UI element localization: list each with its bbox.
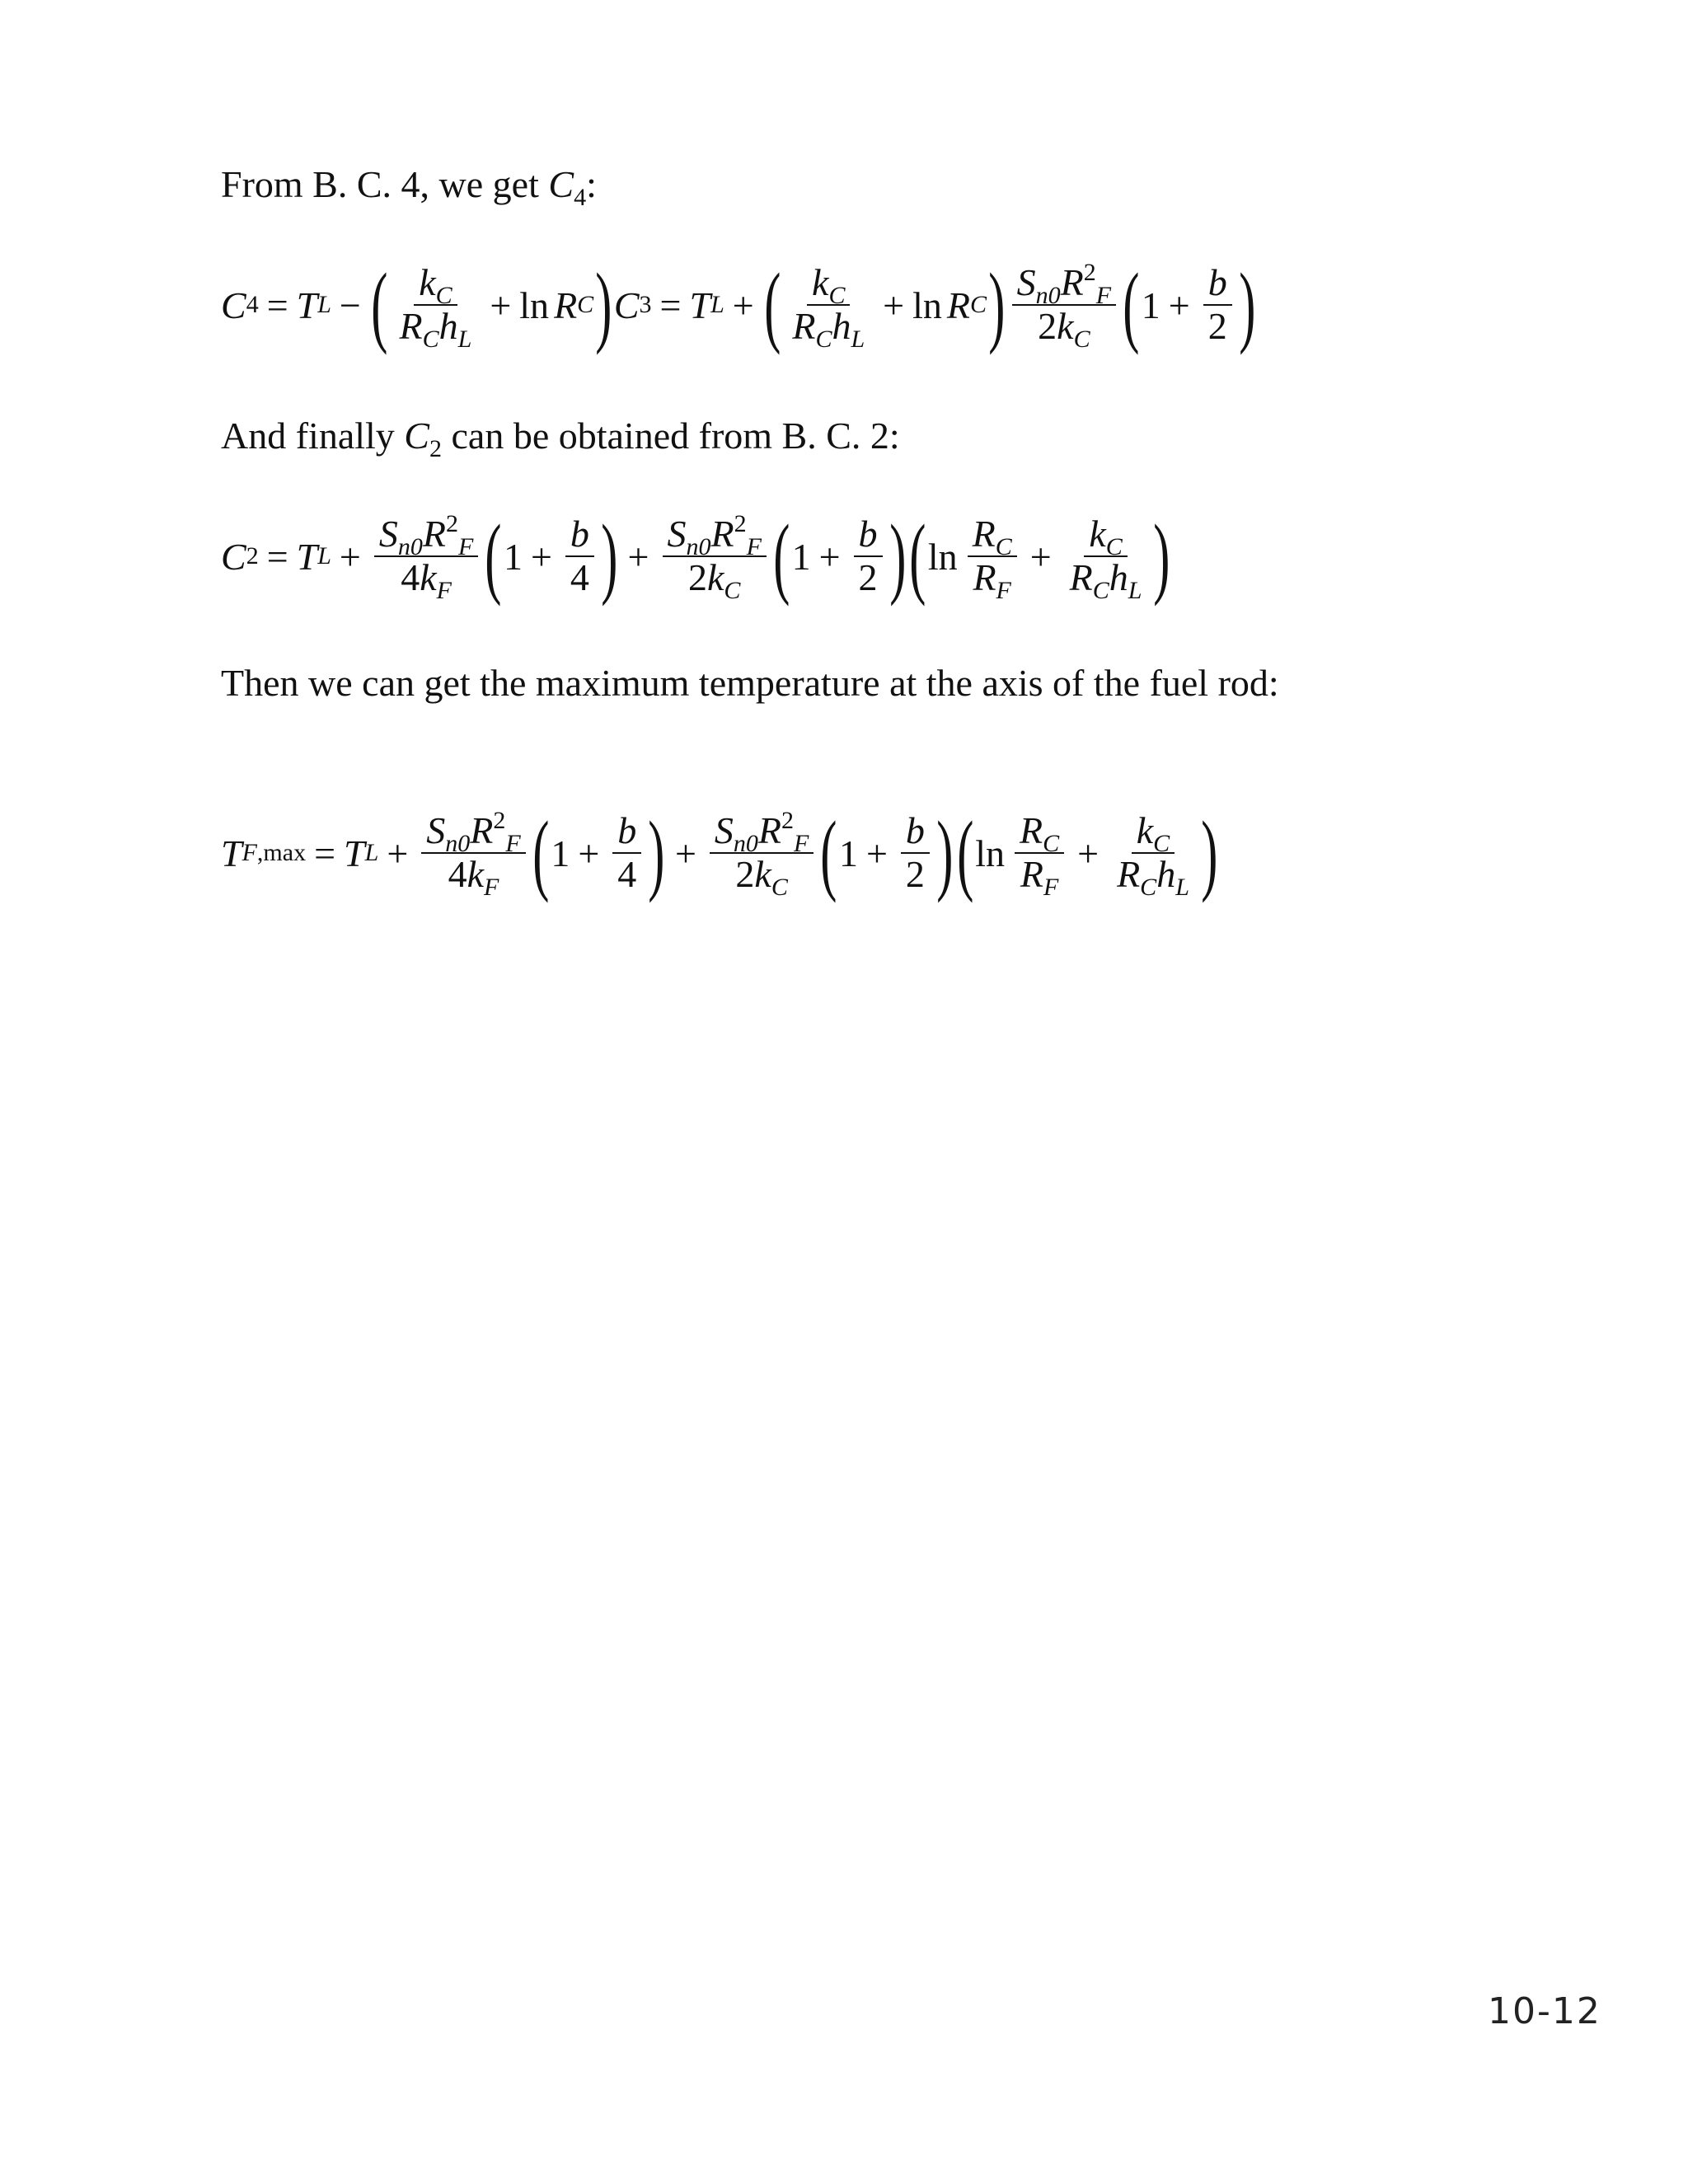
variable: C — [404, 415, 429, 457]
paragraph-text: can be obtained from B. C. 2: — [451, 415, 900, 457]
paragraph-max-temperature — [221, 659, 1408, 707]
subscript: 2 — [429, 435, 442, 462]
variable: C — [548, 163, 574, 205]
equation-tfmax: T F,max = T L + $\frac{S_{n0}R^2_F}{4k_F}$ ( 1 + $\frac{b}{4}$ ) + $\frac{S_{n0}R^2_F}{2k_C}$ ( 1 + $\frac{b}{2}$ ) ( ln $\frac{R_C}{R_F}$ + $\frac{k_C}{R_Ch_L}$ ) — [221, 803, 1218, 903]
equation-c4: C 4 = T L − ( $\frac{k_C}{R_Ch_L}$ + ln R C ) C 3 = T L + ( $\frac{k_C}{R_Ch_L}$ + ln R C ) $\frac{S_{n0}R^2_F}{2k_C}$ ( 1 + $\frac{b}{2}$ ) — [221, 255, 1256, 355]
paragraph-bc4 — [221, 161, 597, 209]
paragraph-c2 — [221, 412, 900, 460]
punctuation: : — [586, 163, 597, 205]
paragraph-text: And finally — [221, 415, 395, 457]
paragraph-text: Then we can get the maximum temperature at the axis of the fuel rod: — [221, 662, 1279, 704]
paragraph-text: From B. C. 4, we get — [221, 163, 539, 205]
page-number: 10-12 — [1488, 1990, 1601, 2032]
subscript: 4 — [574, 184, 587, 211]
equation-c2: C 2 = T L + $\frac{S_{n0}R^2_F}{4k_F}$ ( 1 + $\frac{b}{4}$ ) + $\frac{S_{n0}R^2_F}{2k_C}$ ( 1 + $\frac{b}{2}$ ) ( ln $\frac{R_C}{R_F}$ + $\frac{k_C}{R_Ch_L}$ ) — [221, 506, 1170, 607]
